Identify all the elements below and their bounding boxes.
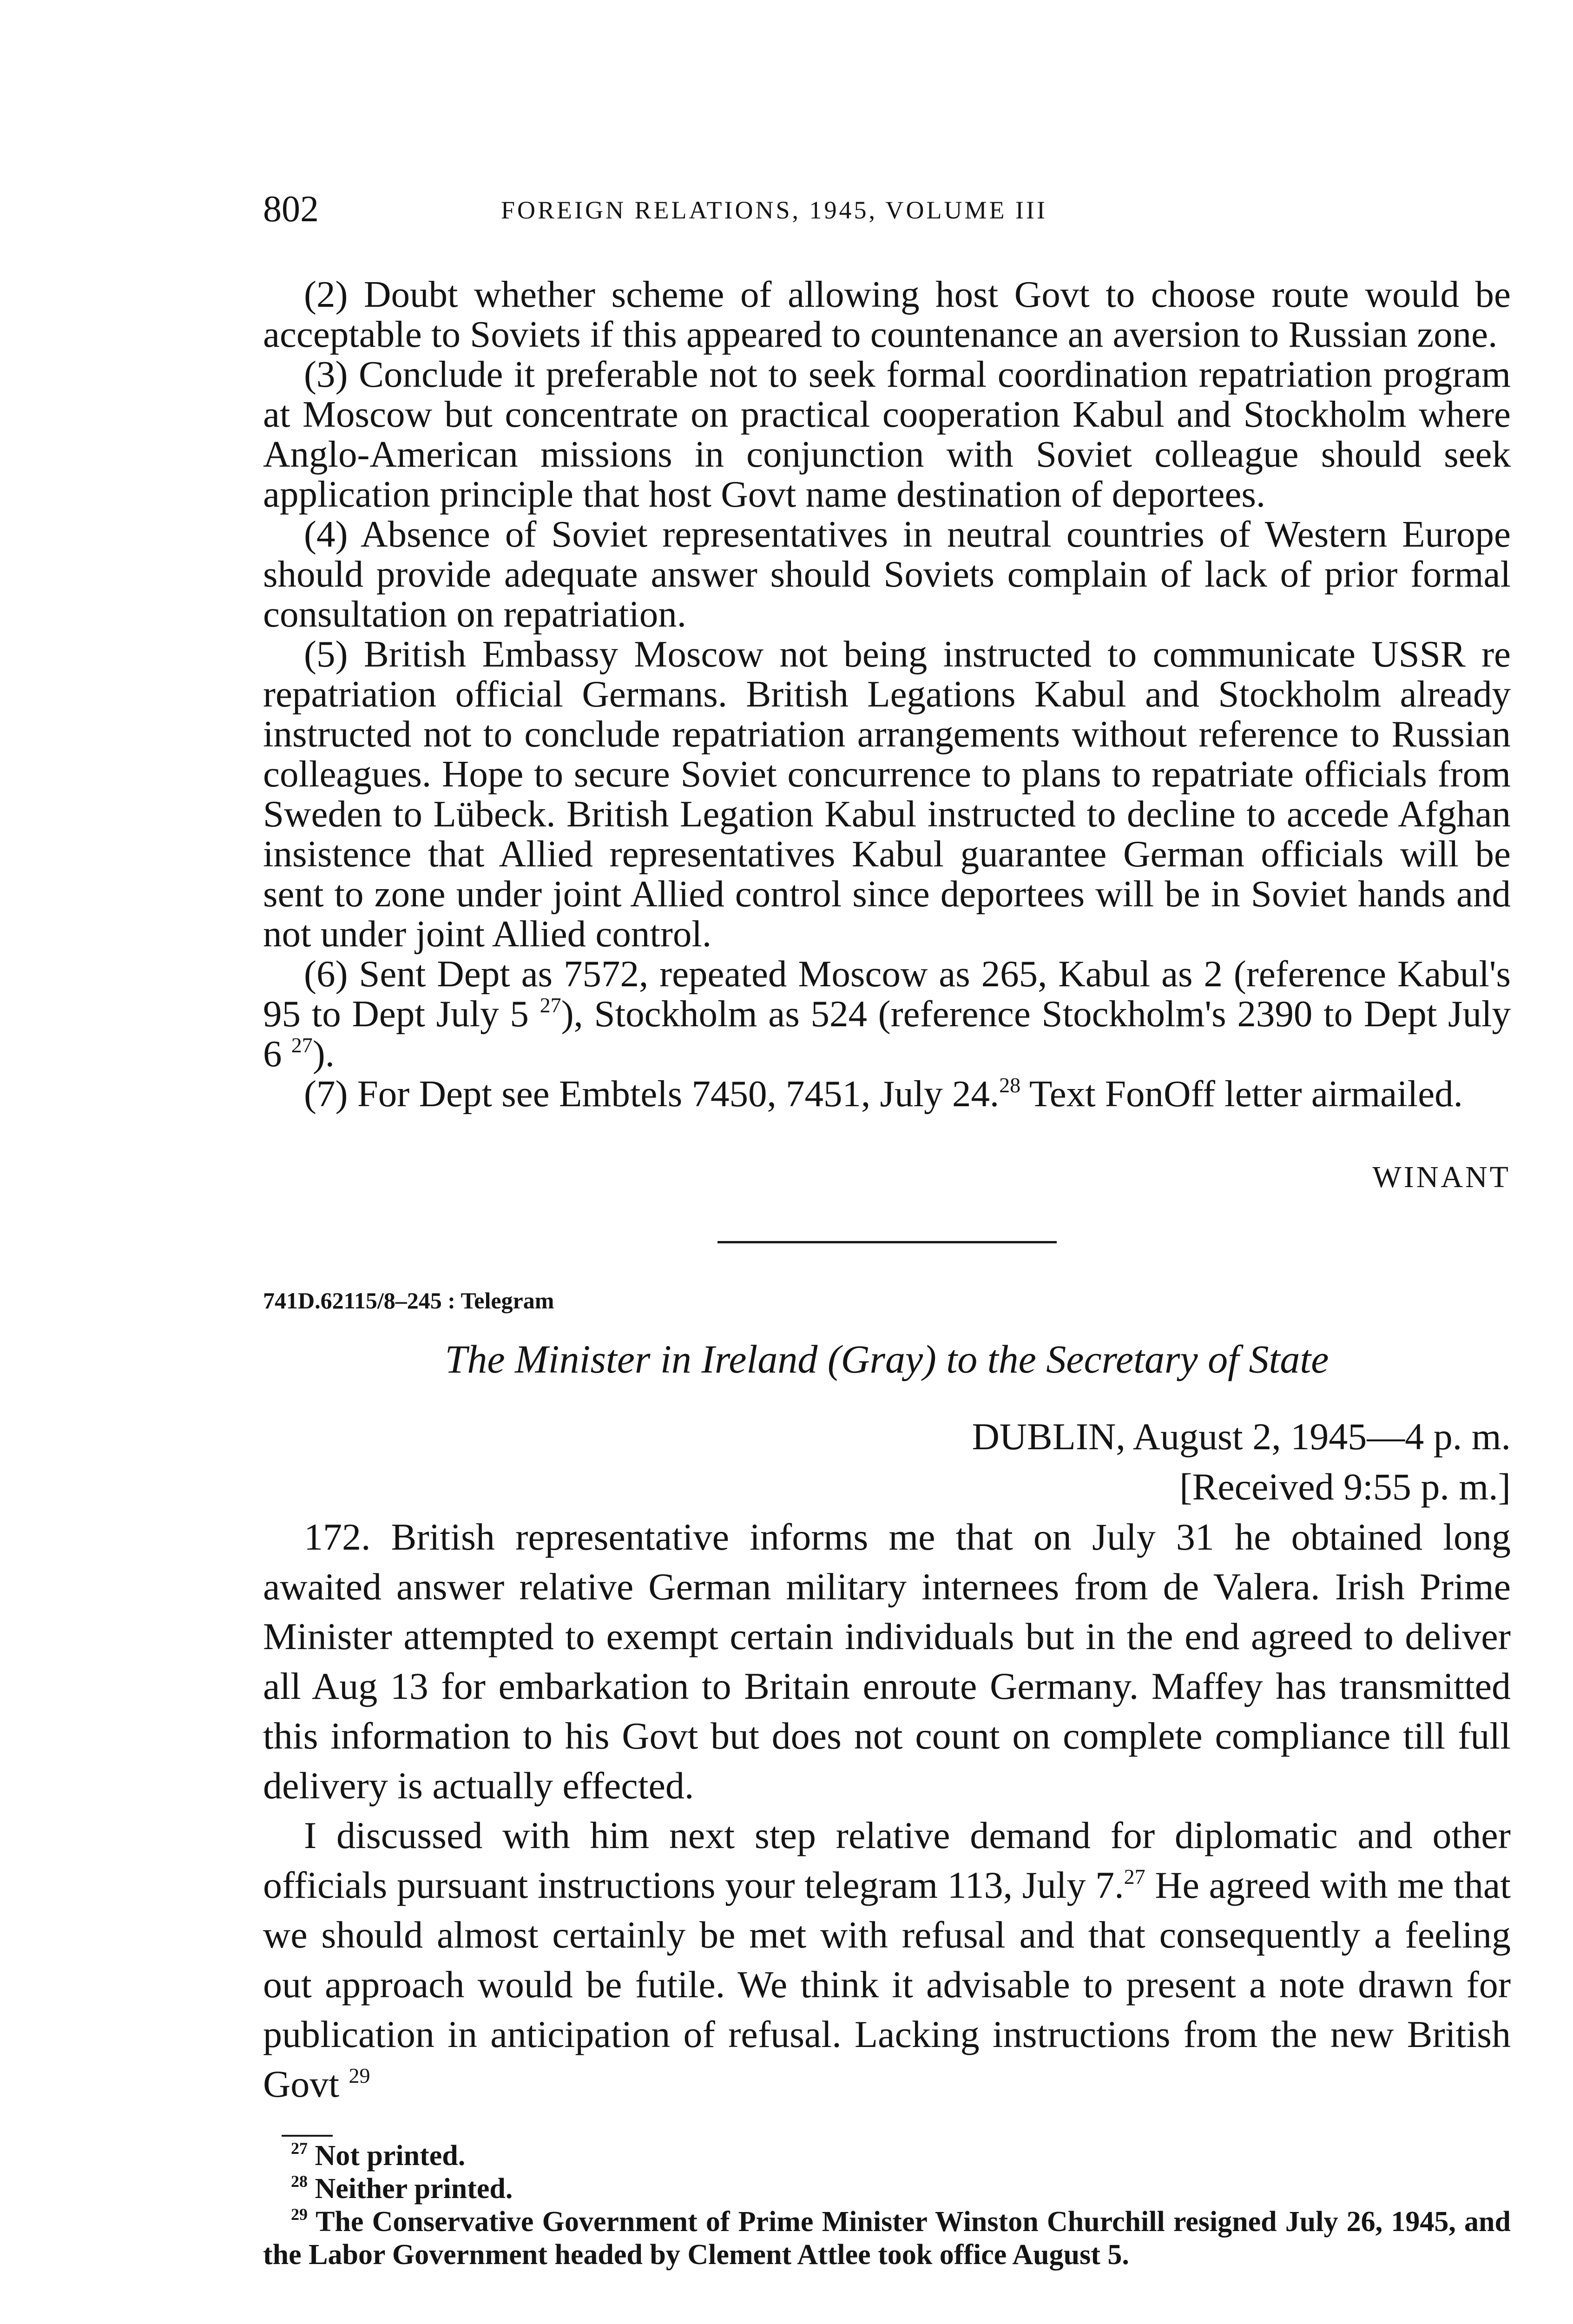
footnote-mark: 29 [291,2205,308,2224]
page-header [263,186,1511,232]
paragraph-7 [263,1074,1511,1114]
telegram-paragraph-2-text-b: He agreed with me that we should almost certainly be met with refusal and that consequently a feeling out approach would be futile. We think it advisable to present a note drawn for publication in anticipation of refusal. Lacking instructions from the new British Govt [263,1864,1511,2105]
page-number: 802 [263,189,319,230]
section-separator [717,1241,1057,1243]
paragraph-7-text-b: Text FonOff letter airmailed. [1020,1073,1463,1115]
footnote-ref: 27 [291,1033,313,1057]
paragraph-6-text-c: ). [312,1033,335,1075]
paragraph-6-text-b: ), Stockholm as 524 (reference Stockholm's 2390 to Dept July 6 [263,993,1511,1075]
telegram-paragraph-2 [263,1810,1511,2109]
footnote-mark: 28 [291,2172,308,2191]
footnote-ref: 27 [1124,1865,1145,1888]
document-page [263,186,1511,2271]
running-head: FOREIGN RELATIONS, 1945, VOLUME III [501,196,1047,224]
footnote-ref: 28 [999,1073,1021,1097]
footnote-rule [282,2135,333,2137]
footnote-29-text: The Conservative Government of Prime Minister Winston Churchill resigned July 26, 1945, and the Labor Government headed by Clement Attlee took office August 5. [263,2206,1511,2271]
paragraph-4: (4) Absence of Soviet representatives in neutral countries of Western Europe should provide adequate answer should Soviets complain of lack of prior formal consultation on repatriation. [263,513,1511,635]
footnote-ref: 29 [349,2064,370,2087]
paragraph-7-text-a: (7) For Dept see Embtels 7450, 7451, July 24. [304,1073,1000,1115]
received-line: [Received 9:55 p. m.] [1179,1466,1511,1508]
paragraph-6-text-a: (6) Sent Dept as 7572, repeated Moscow as 265, Kabul as 2 (reference Kabul's 95 to Dept July 5 [263,953,1511,1035]
footnote-27 [263,2139,1511,2172]
footnotes [263,2139,1511,2271]
gray-telegram-body [263,1512,1511,2109]
paragraph-6 [263,954,1511,1074]
footnote-mark: 27 [291,2139,308,2158]
winant-telegram-continuation [263,274,1511,1114]
paragraph-2: (2) Doubt whether scheme of allowing host Govt to choose route would be acceptable to Soviets if this appeared to countenance an aversion to Russian zone. [263,273,1511,355]
telegram-paragraph-2-text-a: I discussed with him next step relative demand for diplomatic and other officials pursuant instructions your telegram 113, July 7. [263,1814,1511,1906]
telegram-paragraph-1: 172. British representative informs me that on July 31 he obtained long awaited answer relative German military internees from de Valera. Irish Prime Minister attempted to exempt certain individuals but in the end agreed to deliver all Aug 13 for embarkation to Britain enroute Germany. Maffey has transmitted this information to his Govt but does not count on complete compliance till full delivery is actually effected. [263,1516,1511,1807]
paragraph-5: (5) British Embassy Moscow not being instructed to communicate USSR re repatriation official Germans. British Legations Kabul and Stockholm already instructed not to conclude repatriation arrangements without reference to Russian colleagues. Hope to secure Soviet concurrence to plans to repatriate officials from Sweden to Lübeck. British Legation Kabul instructed to decline to accede Afghan insistence that Allied representatives Kabul guarantee German officials will be sent to zone under joint Allied control since deportees will be in Soviet hands and not under joint Allied control. [263,633,1511,955]
paragraph-3: (3) Conclude it preferable not to seek formal coordination repatriation program at Moscow but concentrate on practical cooperation Kabul and Stockholm where Anglo-American missions in conjunction with Soviet colleague should seek application principle that host Govt name destination of deportees. [263,353,1511,515]
footnote-29 [263,2205,1511,2271]
document-title: The Minister in Ireland (Gray) to the Secretary of State [445,1337,1329,1381]
file-reference: 741D.62115/8–245 : Telegram [263,1287,554,1314]
dateline: DUBLIN, August 2, 1945—4 p. m. [972,1415,1511,1458]
signature: WINANT [1372,1160,1511,1194]
footnote-28-text: Neither printed. [315,2173,513,2205]
footnote-27-text: Not printed. [315,2140,466,2172]
footnote-ref: 27 [540,993,561,1017]
footnote-28 [263,2172,1511,2205]
